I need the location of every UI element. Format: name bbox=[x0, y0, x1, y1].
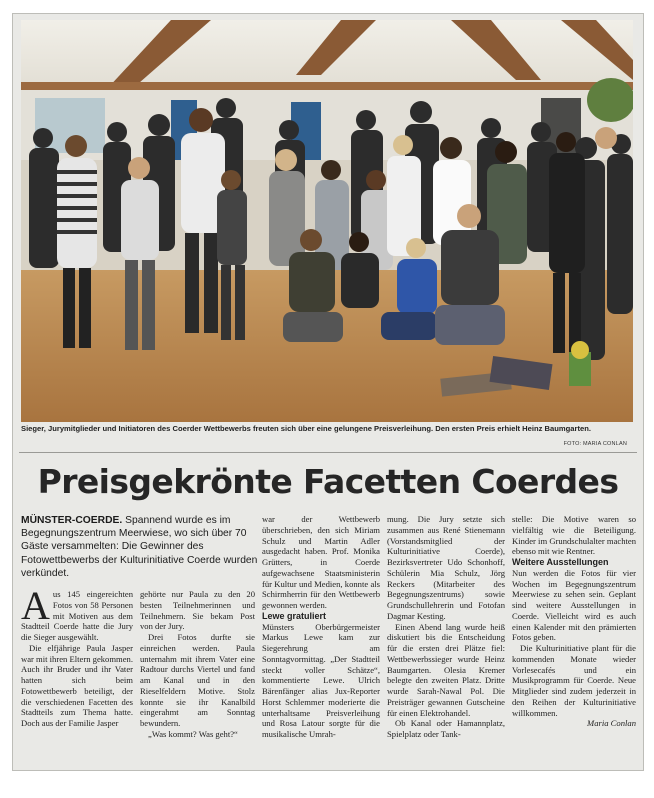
column-3-paragraph-2: Münsters Oberbürgermeister Markus Lewe kam zur Siegerehrung am Sonntagvormittag. „Der Stadtteil steckt voller Schätze“, kommentierte Lewe. Ulrich Bärenfänger alias Jux-Reporter Horst Schlemmer moderierte die unterhaltsame Preisverleihung und Rosa Latour sorgte für die musikalische Umrah- bbox=[262, 621, 380, 739]
article-column-5 bbox=[512, 514, 636, 729]
column-2-paragraph-1: gehörte nur Paula zu den 20 besten Teilnehmerinnen und Teilnehmern. Sie bekam Post von der Jury. bbox=[140, 589, 255, 632]
article-column-4 bbox=[387, 514, 505, 740]
article-column-3 bbox=[262, 514, 380, 740]
lead-text: Spannend wurde es im Begegnungszentrum Meerwiese, wo sich über 70 Gäste versammelten: Die Gewinner des Fotowettbewerbs der Kulturinitiative Coerde wurden verkündet. bbox=[21, 515, 258, 579]
column-5-paragraph-3: Die Kulturinitiative plant für die kommenden Monate wieder Vorlesecafés und ein Musikprogramm für Coerde. Neue Mitglieder sind zudem jederzeit in den Reihen der Kulturinitiative willkommen. bbox=[512, 643, 636, 718]
column-1-paragraph-2: Die elfjährige Paula Jasper war mit ihren Eltern gekommen. Auch ihr Bruder und ihr Vater hatten sich beim Fotowettbewerb beteiligt, der die verschiedenen Facetten des Stadtteils zum Thema hatte. Doch aus der Familie Jasper bbox=[21, 642, 133, 728]
article-headline: Preisgekrönte Facetten Coerdes bbox=[37, 462, 619, 501]
drop-cap: A bbox=[21, 583, 50, 628]
article-author: Maria Conlan bbox=[587, 718, 636, 729]
article-column-2 bbox=[140, 589, 255, 740]
column-1-paragraph-1: us 145 eingereichten Fotos von 58 Personen mit Motiven aus dem Stadtteil Coerde hatte die Jury die Sieger ausgewählt. bbox=[21, 589, 133, 642]
subhead-ausstellungen: Weitere Ausstellungen bbox=[512, 557, 609, 567]
article-column-1 bbox=[21, 583, 133, 729]
newspaper-clipping bbox=[12, 13, 644, 771]
column-5-paragraph-2: Nun werden die Fotos für vier Wochen im Begegnungszentrum Meerwiese zu sehen sein. Geplant sind weitere Ausstellungen in Coerde. Vielleicht wird es auch einen Kalender mit den prämierten Fotos geben. bbox=[512, 567, 636, 643]
photo-caption: Sieger, Jurymitglieder und Initiatoren des Coerder Wettbewerbs freuten sich über eine gelungene Preisverleihung. Den ersten Preis erhielt Heinz Baumgarten. bbox=[21, 424, 591, 433]
column-4-paragraph-1: mung. Die Jury setzte sich zusammen aus René Stienemann (Vorstandsmitglied der Kulturinitiative Coerde), Bezirksvertreter Udo Schonhoff, Schülerin Mia Schulz, Jörg Reckers (Mitarbeiter des Begegnungszentrums) sowie Grundschullehrerin und Fotofan Dagmar Kesting. bbox=[387, 514, 505, 621]
column-4-paragraph-3: Ob Kanal oder Hamannplatz, Spielplatz oder Tank- bbox=[387, 718, 505, 739]
column-5-paragraph-1: stelle: Die Motive waren so vielfältig wie die Beteiligung. Kinder im Grundschulalter machten ebenso mit wie Rentner. bbox=[512, 514, 636, 557]
photo-credit: FOTO: MARIA CONLAN bbox=[563, 441, 627, 447]
lead-location: MÜNSTER-COERDE. bbox=[21, 515, 123, 526]
column-2-paragraph-3: „Was kommt? Was geht?“ bbox=[148, 728, 238, 739]
column-2-paragraph-2: Drei Fotos durfte sie einreichen werden. Paula unternahm mit ihrem Vater eine Radtour durchs Viertel und fand am Kanal und in den Rieselfeldern Motive. Stolz konnte sie ihr Kanalbild eingerahmt am Sonntag bewundern. bbox=[140, 632, 255, 728]
subhead-lewe: Lewe gratuliert bbox=[262, 610, 327, 621]
column-4-paragraph-2: Einen Abend lang wurde heiß diskutiert bis die Entscheidung für die ersten drei Plätze fiel: Wettbewerbssieger wurde Heinz Baumgarten. Olesia Kremer belegte den zweiten Platz. Dritte wurde Sarah-Nawal Pol. Die Preisträger gewannen Gutscheine für einen Elektrohandel. bbox=[387, 621, 505, 718]
column-3-paragraph-1: war der Wettbewerb überschrieben, den sich Miriam Schulz und Martin Adler ausgedacht haben. Prof. Monika Grütters, in Coerde aufgewachsene Staatsministerin für Kultur und Medien, konnte als Schirmherrin für den Wettbewerb gewonnen werden. bbox=[262, 514, 380, 610]
